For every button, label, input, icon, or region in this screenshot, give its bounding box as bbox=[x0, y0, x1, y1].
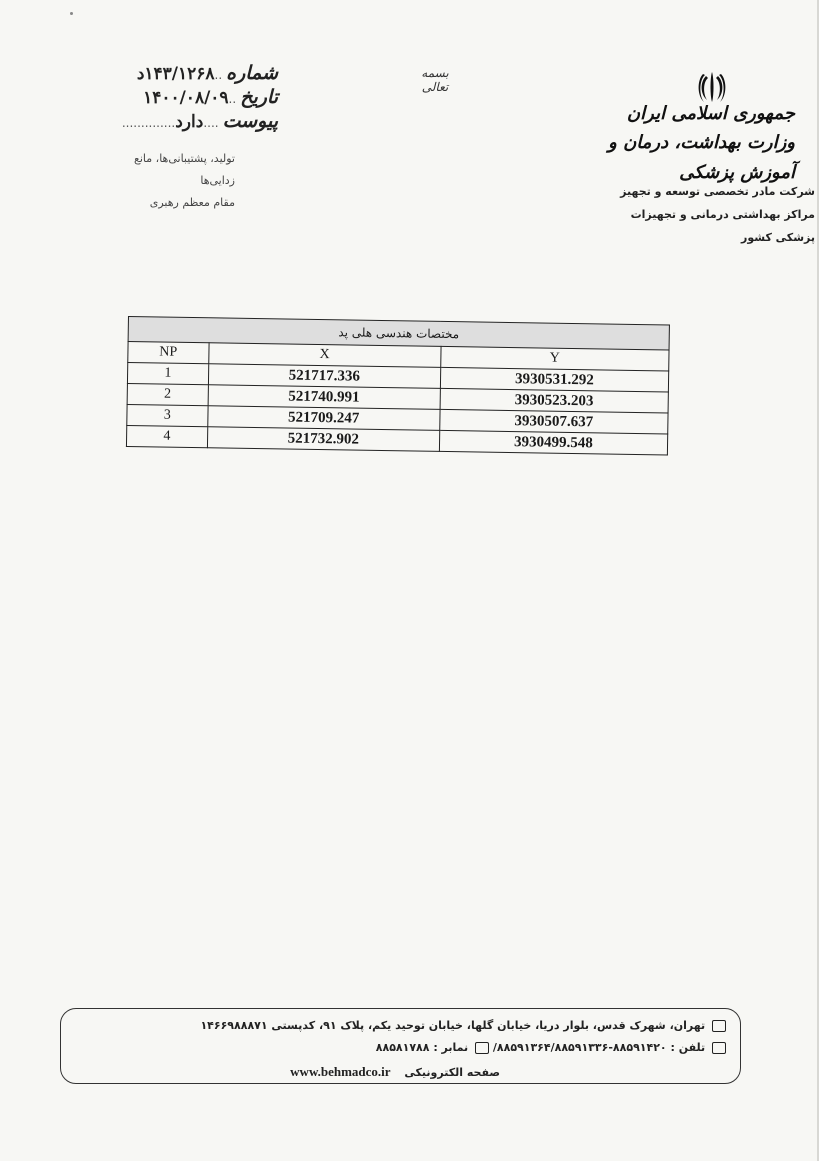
y-cell: 3930499.548 bbox=[439, 430, 668, 455]
fax-number: ۸۸۵۸۱۷۸۸ bbox=[375, 1041, 430, 1054]
y-cell: 3930531.292 bbox=[440, 367, 669, 392]
address-icon bbox=[712, 1020, 726, 1032]
ref-dots: .... bbox=[203, 116, 219, 130]
np-cell: 3 bbox=[127, 404, 208, 426]
slogan-attribution: مقام معظم رهبری bbox=[149, 196, 235, 209]
y-cell: 3930507.637 bbox=[440, 409, 669, 434]
ref-attach-value: دارد bbox=[175, 112, 204, 132]
footer-contact-line bbox=[376, 1041, 726, 1054]
np-cell: 4 bbox=[126, 425, 207, 447]
ref-dots: .............. bbox=[121, 116, 176, 130]
phone-label: تلفن : bbox=[670, 1041, 706, 1054]
fax-icon bbox=[475, 1042, 489, 1054]
phone-numbers: ۸۸۵۹۱۴۲۰-۸۸۵۹۱۳۶۴/۸۸۵۹۱۳۳۶/ bbox=[492, 1041, 667, 1054]
slogan-line: تولید، پشتیبانی‌ها، مانع زدایی‌ها bbox=[133, 152, 235, 187]
ref-date-row bbox=[128, 86, 278, 110]
website-link[interactable]: www.behmadco.ir bbox=[290, 1064, 391, 1079]
header-np: NP bbox=[128, 342, 209, 364]
helipad-coordinates-table bbox=[126, 316, 670, 455]
letterhead-footer bbox=[60, 1008, 741, 1084]
ref-date-label: تاریخ bbox=[240, 86, 278, 108]
x-cell: 521740.991 bbox=[208, 385, 440, 410]
ministry-title: وزارت بهداشت، درمان و آموزش پزشکی bbox=[608, 132, 795, 183]
ministry-country: جمهوری اسلامی ایران bbox=[626, 103, 795, 124]
ref-date-value: ۱۴۰۰/۰۸/۰۹ bbox=[143, 88, 229, 108]
table-title: مختصات هندسی هلی پد bbox=[128, 317, 669, 350]
iran-emblem-icon bbox=[695, 70, 729, 104]
ref-attach-row bbox=[121, 110, 278, 134]
x-cell: 521717.336 bbox=[208, 364, 440, 389]
header-x: X bbox=[208, 343, 440, 368]
reference-block bbox=[121, 62, 278, 134]
company-line-1: شرکت مادر تخصصی توسعه و تجهیز bbox=[620, 185, 815, 198]
bismillah: بسمه تعالی bbox=[421, 66, 449, 94]
ref-number-label: شماره bbox=[226, 62, 278, 84]
company-name bbox=[590, 180, 815, 249]
ministry-name bbox=[590, 100, 795, 188]
page-speck bbox=[70, 12, 73, 15]
ref-number-row bbox=[128, 62, 278, 86]
header-y: Y bbox=[441, 346, 670, 371]
np-cell: 1 bbox=[127, 363, 208, 385]
web-label: صفحه الکترونیکی bbox=[404, 1066, 500, 1079]
fax-label: نمابر : bbox=[433, 1041, 469, 1054]
footer-address-line bbox=[200, 1019, 726, 1032]
phone-icon bbox=[712, 1042, 726, 1054]
ref-attach-label: پیوست bbox=[222, 110, 278, 132]
company-line-2: مراکز بهداشتی درمانی و تجهیزات پزشکی کشور bbox=[630, 208, 815, 244]
ref-dots: .. bbox=[214, 68, 223, 82]
footer-web-line bbox=[290, 1064, 500, 1080]
slogan bbox=[100, 148, 235, 214]
y-cell: 3930523.203 bbox=[440, 388, 669, 413]
np-cell: 2 bbox=[127, 383, 208, 405]
x-cell: 521732.902 bbox=[207, 427, 439, 452]
ref-number-value: ۱۴۳/۱۲۶۸د bbox=[136, 64, 215, 84]
ref-dots: .. bbox=[228, 92, 237, 106]
footer-address: تهران، شهرک قدس، بلوار دریا، خیابان گلها، خیابان توحید یکم، پلاک ۹۱، کدپستی ۱۴۶۶۹۸۸۸۷۱ bbox=[200, 1019, 706, 1032]
x-cell: 521709.247 bbox=[207, 406, 439, 431]
